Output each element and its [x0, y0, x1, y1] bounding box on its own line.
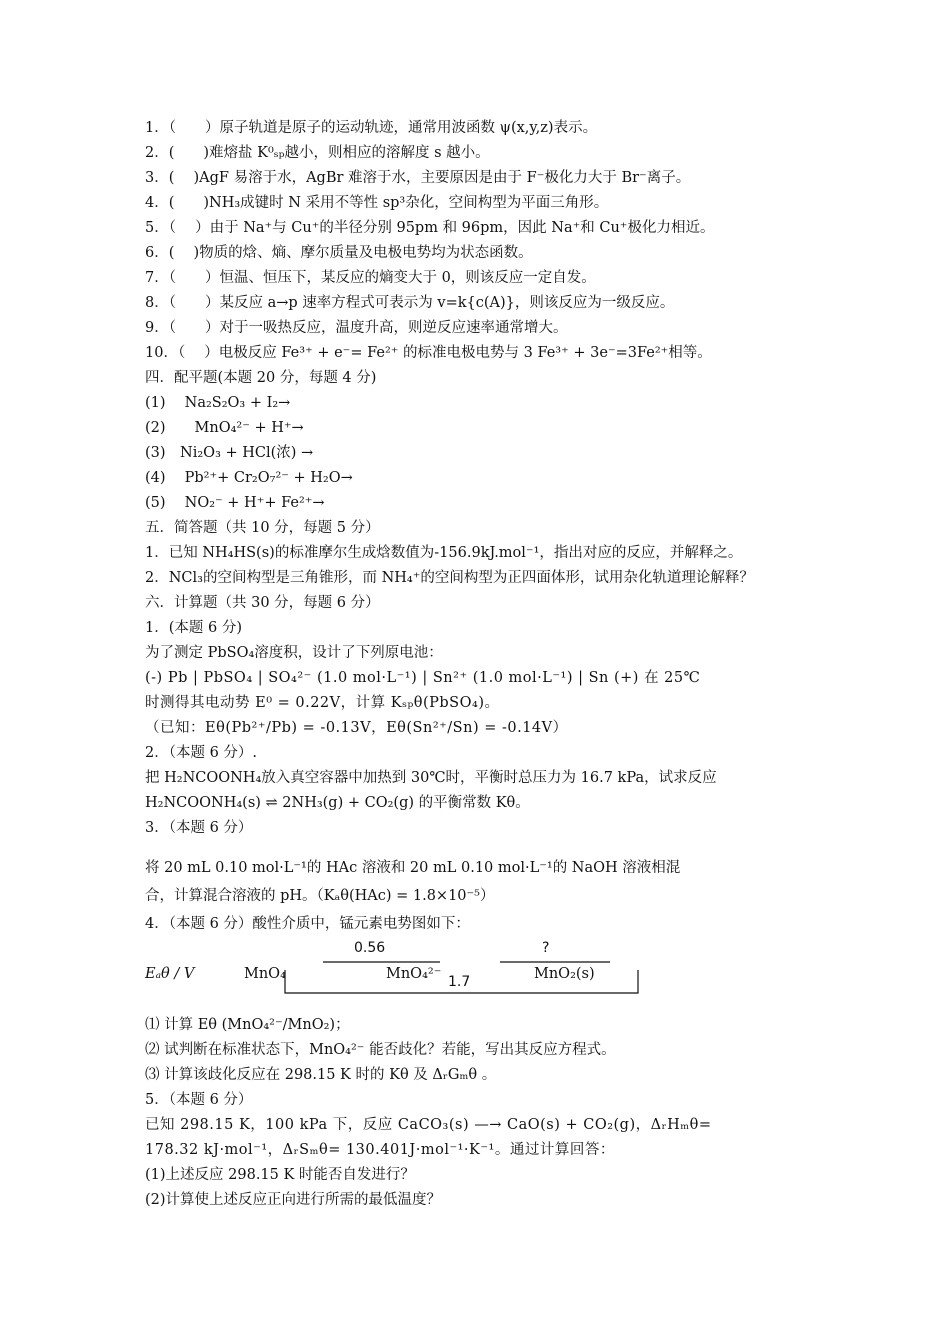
- mn-potential-diagram: [140, 940, 660, 1000]
- short-answer-2: 2．NCl₃的空间构型是三角锥形，而 NH₄⁺的空间构型为正四面体形，试用杂化轨道理论解释？: [145, 570, 754, 586]
- calc-5-line-2: 178.32 kJ·mol⁻¹，ΔᵣSₘθ= 130.401J·mol⁻¹·K⁻¹。通过计算回答：: [145, 1142, 615, 1158]
- tf-1: 1．（ ）原子轨道是原子的运动轨迹，通常用波函数 ψ(x,y,z)表示。: [145, 120, 598, 136]
- species-mno2: MnO₂(s): [534, 966, 595, 982]
- potential-0-56: 0.56: [354, 940, 386, 956]
- calc-1-line-3: 时测得其电动势 E⁰ = 0.22V，计算 Kₛₚθ(PbSO₄)。: [145, 695, 500, 711]
- calc-3-head: 3．（本题 6 分）: [145, 820, 253, 836]
- tf-10: 10．（ ）电极反应 Fe³⁺ + e⁻= Fe²⁺ 的标准电极电势与 3 Fe³⁺ + 3e⁻=3Fe²⁺相等。: [145, 345, 712, 361]
- ea-label: Eₐθ / V: [145, 966, 195, 982]
- potential-1-7: 1.7: [448, 974, 471, 990]
- balance-item-5: (5) NO₂⁻ + H⁺+ Fe²⁺→: [145, 495, 325, 511]
- tf-5: 5．（ ）由于 Na⁺与 Cu⁺的半径分别 95pm 和 96pm，因此 Na⁺和 Cu⁺极化力相近。: [145, 220, 715, 236]
- balance-item-3: (3) Ni₂O₃ + HCl(浓) →: [145, 445, 314, 461]
- species-mno4: MnO₄: [244, 966, 286, 982]
- calc-4-part-1: ⑴ 计算 Eθ (MnO₄²⁻/MnO₂)；: [145, 1017, 350, 1033]
- calc-1-line-4: （已知：Eθ(Pb²⁺/Pb) = -0.13V，Eθ(Sn²⁺/Sn) = -0.14V）: [145, 720, 568, 736]
- calc-2-head: 2．（本题 6 分）.: [145, 745, 258, 761]
- tf-2: 2．( )难熔盐 K⁰ₛₚ越小，则相应的溶解度 s 越小。: [145, 145, 490, 161]
- calc-4-part-2: ⑵ 试判断在标准状态下，MnO₄²⁻ 能否歧化？若能，写出其反应方程式。: [145, 1042, 616, 1058]
- species-mno4-2: MnO₄²⁻: [386, 966, 442, 982]
- tf-6: 6．( )物质的焓、熵、摩尔质量及电极电势均为状态函数。: [145, 245, 533, 261]
- tf-7: 7．（ ）恒温、恒压下，某反应的熵变大于 0，则该反应一定自发。: [145, 270, 596, 286]
- potential-unknown: ?: [542, 940, 550, 956]
- tf-4: 4．( )NH₃成键时 N 采用不等性 sp³杂化，空间构型为平面三角形。: [145, 195, 609, 211]
- calc-5-line-1: 已知 298.15 K，100 kPa 下，反应 CaCO₃(s) —→ CaO(s) + CO₂(g)，ΔᵣHₘθ=: [145, 1117, 712, 1133]
- tf-8: 8．（ ）某反应 a→p 速率方程式可表示为 v=k{c(A)}，则该反应为一级反应。: [145, 295, 675, 311]
- calc-1-line-1: 为了测定 PbSO₄溶度积，设计了下列原电池：: [145, 645, 443, 661]
- section-4-title: 四．配平题(本题 20 分，每题 4 分): [145, 370, 377, 386]
- calc-2-line-1: 把 H₂NCOONH₄放入真空容器中加热到 30℃时，平衡时总压力为 16.7 kPa，试求反应: [145, 770, 717, 786]
- short-answer-1: 1．已知 NH₄HS(s)的标准摩尔生成焓数值为-156.9kJ.mol⁻¹，指出对应的反应，并解释之。: [145, 545, 743, 561]
- tf-9: 9．（ ）对于一吸热反应，温度升高，则逆反应速率通常增大。: [145, 320, 568, 336]
- balance-item-4: (4) Pb²⁺+ Cr₂O₇²⁻ + H₂O→: [145, 470, 353, 486]
- calc-5-head: 5．（本题 6 分）: [145, 1092, 253, 1108]
- calc-5-line-4: (2)计算使上述反应正向进行所需的最低温度？: [145, 1192, 442, 1208]
- tf-3: 3．( )AgF 易溶于水，AgBr 难溶于水，主要原因是由于 F⁻极化力大于 Br⁻离子。: [145, 170, 691, 186]
- calc-3-line-2: 合，计算混合溶液的 pH。（Kₐθ(HAc) = 1.8×10⁻⁵）: [145, 888, 495, 904]
- calc-3-line-1: 将 20 mL 0.10 mol·L⁻¹的 HAc 溶液和 20 mL 0.10 mol·L⁻¹的 NaOH 溶液相混: [145, 860, 681, 876]
- calc-1-line-2: (-) Pb | PbSO₄ | SO₄²⁻ (1.0 mol·L⁻¹) | Sn²⁺ (1.0 mol·L⁻¹) | Sn (+) 在 25℃: [145, 670, 701, 686]
- calc-5-line-3: (1)上述反应 298.15 K 时能否自发进行？: [145, 1167, 415, 1183]
- calc-4-part-3: ⑶ 计算该歧化反应在 298.15 K 时的 Kθ 及 ΔᵣGₘθ 。: [145, 1067, 497, 1083]
- calc-4-head: 4．（本题 6 分）酸性介质中，锰元素电势图如下：: [145, 916, 470, 932]
- section-6-title: 六．计算题（共 30 分，每题 6 分）: [145, 595, 380, 611]
- calc-2-line-2: H₂NCOONH₄(s) ⇌ 2NH₃(g) + CO₂(g) 的平衡常数 Kθ。: [145, 795, 530, 811]
- calc-1-head: 1．(本题 6 分): [145, 620, 242, 636]
- balance-item-2: (2) MnO₄²⁻ + H⁺→: [145, 420, 304, 436]
- balance-item-1: (1) Na₂S₂O₃ + I₂→: [145, 395, 291, 411]
- section-5-title: 五．简答题（共 10 分，每题 5 分）: [145, 520, 380, 536]
